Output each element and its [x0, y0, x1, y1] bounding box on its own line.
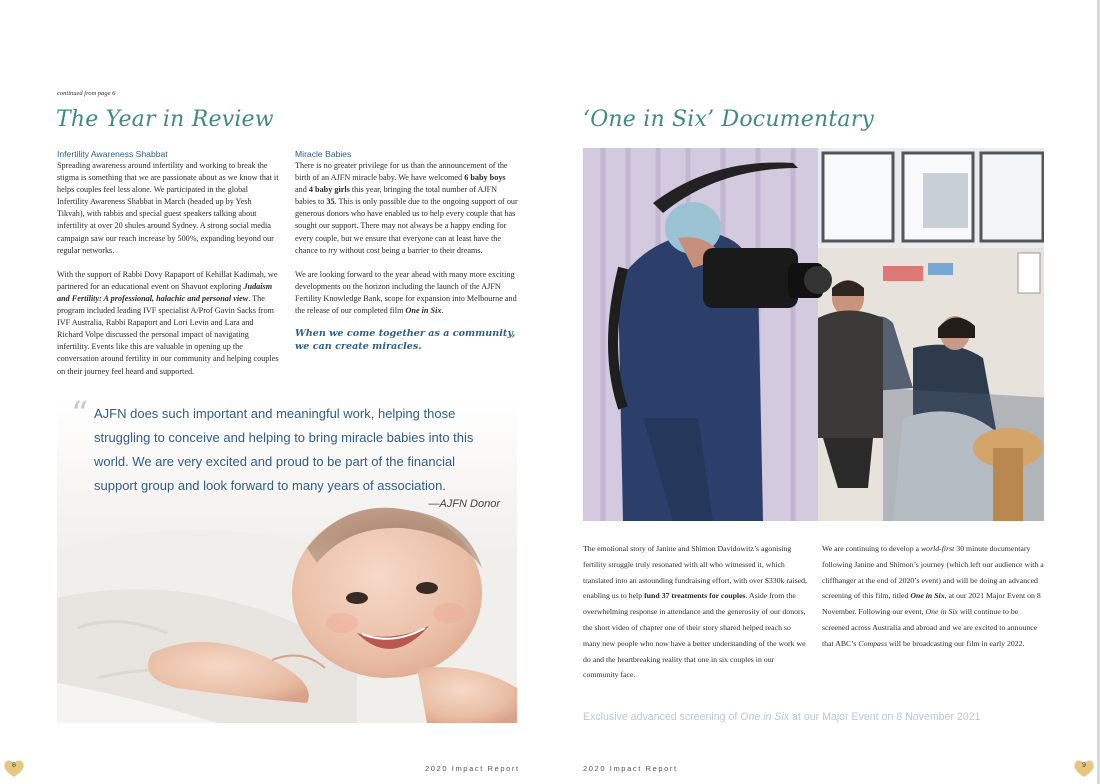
- film-title-emphasis: One in Six: [405, 306, 442, 316]
- page-number-left: 8: [12, 762, 16, 769]
- section-heading-infertility-awareness: Infertility Awareness Shabbat: [57, 149, 168, 159]
- text-run: 30 minute documentary following Janine and Shimon’s journey (which left our audience with a cliffhanger at the end of 2020’s event) and will be doing an advanced screening of this film, titled: [822, 544, 1044, 601]
- text-run: this year, bringing the total number of AJFN babies to: [295, 185, 498, 207]
- screening-caption: [583, 711, 1044, 723]
- text-run: . Aside from the overwhelming response in attendance and the generosity of our donors, the short video of chapter one of their story shared helped reach so many new people who now have a better understanding of the work we do and the heartbreaking reality that one in six couples in our community face.: [583, 591, 806, 680]
- text-run: .: [441, 306, 444, 316]
- paragraph: [57, 269, 280, 378]
- text-run: , at our 2021 Major Event on 8 November. Following our event,: [822, 591, 1041, 617]
- film-title-emphasis: One in Six: [740, 711, 790, 723]
- quote-attribution: —AJFN Donor: [428, 498, 500, 510]
- text-run: There is no greater privilege for us than the announcement of the birth of an AJFN miracle baby. We have welcomed: [295, 161, 508, 183]
- documentary-text-col2: [822, 541, 1044, 652]
- section-heading-miracle-babies: Miracle Babies: [295, 149, 352, 159]
- text-run: will be broadcasting our film in early 2022.: [887, 638, 1025, 648]
- quote-mark-icon: “: [71, 398, 89, 434]
- donor-quote-text: AJFN does such important and meaningful work, helping those struggling to conceive and helping to bring miracle babies into this world. We are very excited and proud to be part of the financial support group and look forward to many years of association.: [94, 406, 474, 493]
- event-title-emphasis: Judaism and Fertility: A professional, halachic and personal view: [57, 281, 273, 303]
- text-run: at our Major Event on 8 November 2021: [789, 711, 981, 723]
- documentary-text-col1: [583, 541, 808, 683]
- page-number-right: 9: [1082, 762, 1086, 769]
- paragraph: [295, 160, 519, 257]
- text-run: and: [295, 185, 309, 195]
- donor-quote-block: [57, 398, 517, 723]
- stat-total-babies: 35: [326, 197, 335, 207]
- page-title-documentary: ‘One in Six’ Documentary: [583, 107, 875, 132]
- program-title-emphasis: Compass: [858, 638, 888, 648]
- column-miracle-babies: [295, 148, 519, 353]
- film-title-emphasis: One in Six: [925, 607, 958, 617]
- paragraph: [295, 269, 519, 317]
- stat-baby-girls: 4 baby girls: [308, 185, 350, 195]
- text-run: With the support of Rabbi Dovy Rapaport of Kehillat Kadimah, we partnered for an educational event on Shavuot exploring: [57, 269, 278, 291]
- film-title-emphasis: One in Six: [910, 591, 945, 601]
- footer-left: 2020 Impact Report: [425, 764, 520, 773]
- text-run: We are looking forward to the year ahead with many more exciting developments on the horizon including the launch of the AJFN Fertility Knowledge Bank, scope for expansion into Melbourne and the release of our completed film: [295, 269, 517, 316]
- emphasis-world-first: world-first: [920, 544, 955, 553]
- page-title-year-in-review: The Year in Review: [56, 107, 274, 132]
- callout-line: When we come together as a community,: [295, 328, 516, 340]
- text-run: . This is only possible due to the ongoing support of our generous donors who have enabled us to help every couple that has sought our support. There may not always be a happy ending for every couple, but we ensure that everyone can at least have the chance to: [295, 197, 518, 255]
- text-run: . The program included leading IVF specialist A/Prof Gavin Sacks from IVF Australia, Rabbi Rapaport and Lori Levin and Lara and Richard Volpe discussed the personal impact of navigating infertility. Events like this are valuable in opening up the conversation around fertility in our community and helping couples on their journey feel heard and supported.: [57, 293, 279, 376]
- stat-treatments-funded: fund 37 treatments for couples: [644, 591, 746, 601]
- text-run: The emotional story of Janine and Shimon Davidowitz’s agonising fertility struggle truly resonated with all who witnessed it, which translated into an astounding fundraising effort, with over $330k raised, enabling us to help: [583, 544, 807, 601]
- documentary-filming-photo: [583, 148, 1044, 521]
- text-run: will continue to be screened across Australia and abroad and we are excited to announce that ABC’s: [822, 607, 1038, 648]
- community-callout: [295, 327, 519, 353]
- emphasis-try: try: [328, 245, 338, 255]
- paragraph: Spreading awareness around infertility and working to break the stigma is something that we are passionate about as we know that it helps couples feel less alone. We participated in the global Infertility Awareness Shabbat in March (headed up by Yesh Tikvah), with rabbis and special guest speakers talking about infertility at over 20 shules around Sydney. A strong social media campaign saw our reach increase by 500%, expanding beyond our regular networks.: [57, 161, 279, 255]
- text-run: We are continuing to develop a: [822, 544, 921, 553]
- column-infertility-awareness: [57, 148, 280, 390]
- stat-baby-boys: 6 baby boys: [464, 173, 506, 183]
- callout-line: we can create miracles.: [295, 341, 422, 353]
- continued-note: continued from page 6: [57, 90, 116, 97]
- footer-right: 2020 Impact Report: [583, 764, 678, 773]
- text-run: without cost being a barrier to their dreams.: [337, 245, 483, 255]
- text-run: Exclusive advanced screening of: [583, 711, 741, 723]
